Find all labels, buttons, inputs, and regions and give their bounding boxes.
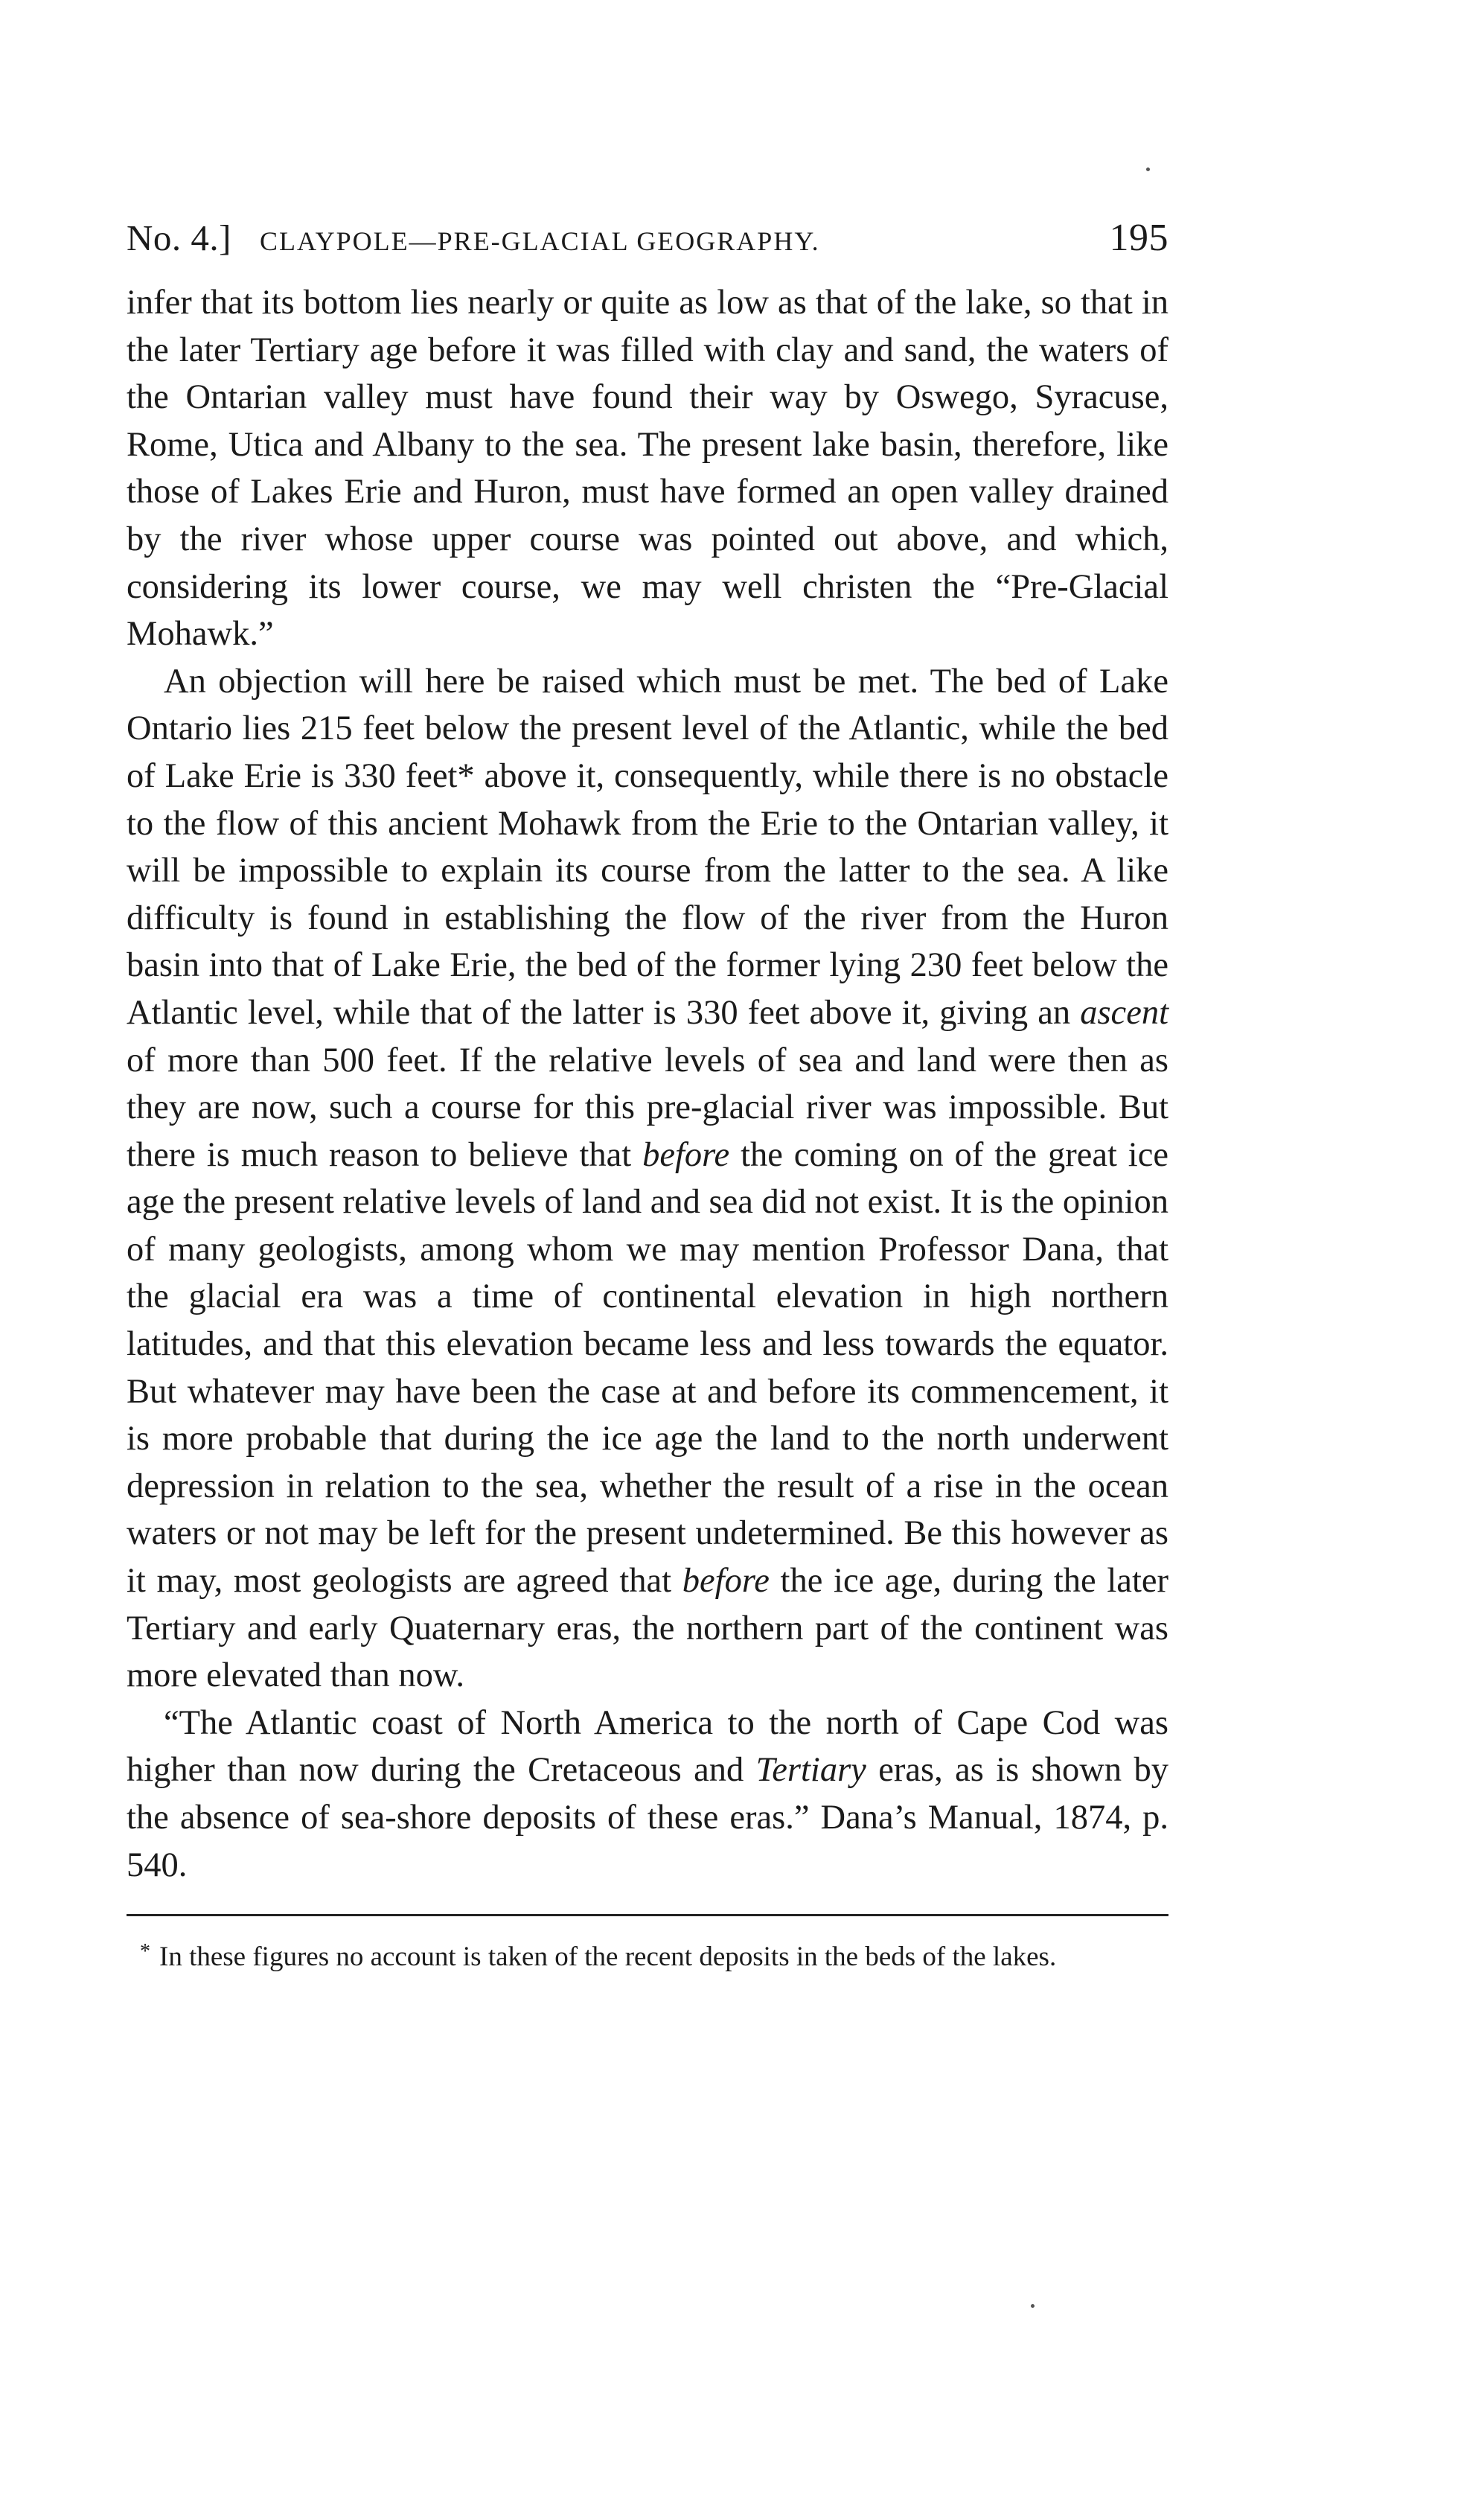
issue-number: No. 4.] [127, 217, 231, 258]
italic-text: ascent [1080, 993, 1168, 1032]
running-title: CLAYPOLE—PRE-GLACIAL GEOGRAPHY. [259, 226, 820, 256]
paragraph [127, 1700, 1168, 1889]
footnote-body: In these figures no account is taken of the recent deposits in the beds of the lakes. [159, 1941, 1057, 1972]
page-number: 195 [1109, 217, 1168, 259]
text-run: An objection will here be raised which must be met. The bed of Lake Ontario lies 215 feet below the present level of the Atlantic, while the bed of Lake Erie is 330 feet* above it, consequently, while there is no obstacle to the flow of this ancient Mohawk from the Erie to the Ontarian valley, it will be impossible to explain its course from the latter to the sea. A like difficulty is found in establishing the flow of the river from the Huron basin into that of Lake Erie, the bed of the former lying 230 feet below the Atlantic level, while that of the latter is 330 feet above it, giving an [127, 662, 1168, 1032]
text-run: eras, as is shown by the absence of sea-shore deposits of these eras.” Dana’s Manual, 1874, p. 540. [127, 1751, 1168, 1884]
text-run: the ice age, during the later Tertiary and early Quaternary eras, the northern part of the continent was more elevated than now. [127, 1562, 1168, 1695]
body-text [127, 279, 1168, 1889]
footnote [127, 1933, 1168, 1977]
text-run: of more than 500 feet. If the relative levels of sea and land were then as they are now, such a course for this pre-glacial river was impossible. But there is much reason to believe that [127, 1041, 1168, 1174]
scan-speck [1146, 168, 1150, 171]
page [127, 216, 1168, 1977]
footnote-text [127, 1933, 1168, 1977]
footnote-mark: * [140, 1940, 150, 1964]
text-run: infer that its bottom lies nearly or quite as low as that of the lake, so that in the later Tertiary age before it was filled with clay and sand, the waters of the Ontarian valley must have found their way by Oswego, Syracuse, Rome, Utica and Albany to the sea. The present lake basin, therefore, like those of Lakes Erie and Huron, must have formed an open valley drained by the river whose upper course was pointed out above, and which, considering its lower course, we may well christen the “Pre-Glacial Mohawk.” [127, 284, 1168, 654]
scan-speck [1031, 2304, 1035, 2308]
text-run: the coming on of the great ice age the present relative levels of land and sea did not exist. It is the opinion of many geologists, among whom we may mention Professor Dana, that the glacial era was a time of continental elevation in high northern latitudes, and that this elevation became less and less towards the equator. But whatever may have been the case at and before its commencement, it is more probable that during the ice age the land to the north underwent depression in relation to the sea, whether the result of a rise in the ocean waters or not may be left for the present undetermined. Be this however as it may, most geologists are agreed that [127, 1135, 1168, 1601]
paragraph [127, 279, 1168, 658]
running-header [127, 216, 1168, 260]
text-run: “The Atlantic coast of North America to the north of Cape Cod was higher than now during the Cretaceous and [127, 1703, 1168, 1790]
paragraph [127, 658, 1168, 1700]
footnote-rule [127, 1914, 1168, 1916]
italic-text: before [642, 1135, 730, 1174]
italic-text: before [682, 1562, 770, 1601]
header-left [127, 217, 820, 259]
italic-text: Tertiary [755, 1751, 866, 1790]
